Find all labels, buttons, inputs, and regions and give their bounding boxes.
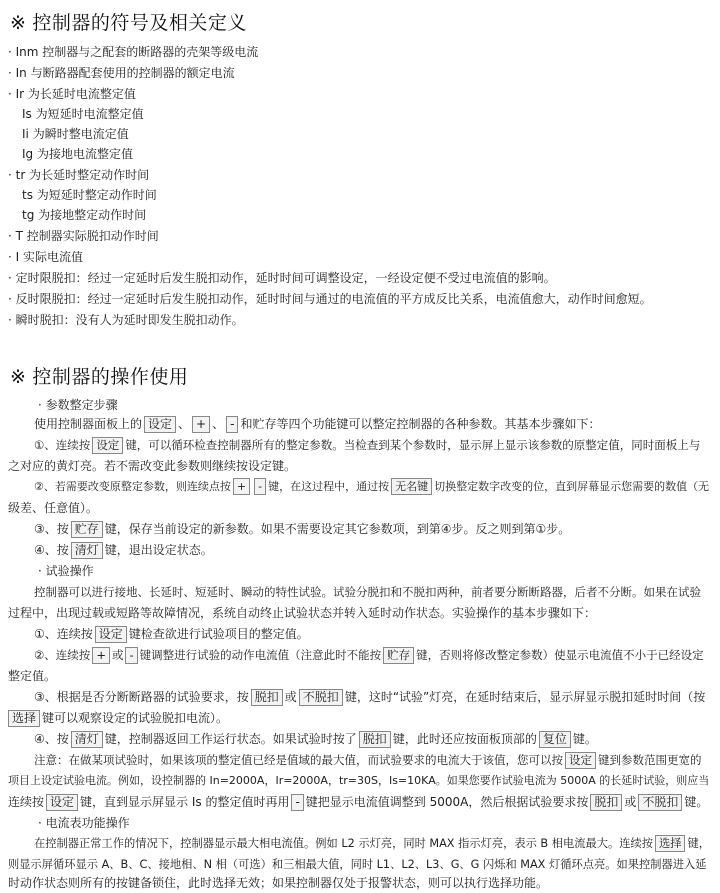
paragraph-continuation: 级差、任意值）。 [8, 501, 99, 515]
minus-key: - [254, 478, 266, 495]
text: 键， [687, 837, 710, 850]
definition-item: · 瞬时脱扣：没有人为延时即发生脱扣动作。 [8, 313, 244, 327]
set-key: 设定 [95, 626, 127, 643]
text: 注意：在做某项试验时，如果该项的整定值已经是值域的最大值，而试验要求的电流大于该值，您可以按 [34, 753, 563, 767]
section-heading-operation [10, 362, 188, 389]
text: ③、根据是否分断断路器的试验要求，按 [34, 690, 249, 704]
plus-key: + [92, 647, 110, 664]
text: 键，在这过程中，通过按 [268, 480, 390, 493]
no-trip-key: 不脱扣 [638, 794, 682, 811]
paragraph [34, 645, 712, 665]
reference-mark-icon: ※ [10, 12, 27, 34]
paragraph-continuation: 则显示屏循环显示 A、B、C、接地相、N 相（可选）和三相最大值，同时 L1、L2、L3、G、G 闪烁和 MAX 灯循环点亮。如果控制器进入延 [8, 858, 707, 871]
trip-key: 脱扣 [359, 731, 391, 748]
definition-item: · tr 为长延时整定动作时间 [8, 168, 150, 182]
paragraph-note [34, 750, 712, 770]
text: ③、按 [34, 522, 69, 536]
text: 键，退出设定状态。 [104, 543, 213, 557]
subheading-parameter-setting: · 参数整定步骤 [38, 398, 118, 412]
subheading-test-operation: · 试验操作 [38, 564, 94, 578]
text: 使用控制器面板上的 [34, 417, 143, 431]
definition-item: · I 实际电流值 [8, 250, 83, 264]
set-key: 设定 [565, 752, 596, 769]
text: 或 [284, 690, 297, 704]
text: 和贮存等四个功能键可以整定控制器的各种参数。其基本步骤如下： [240, 417, 601, 431]
definition-item: Is 为短延时电流整定值 [22, 107, 144, 121]
definition-item: · Ir 为长延时电流整定值 [8, 87, 136, 101]
definition-item: · Inm 控制器与之配套的断路器的壳架等级电流 [8, 45, 259, 59]
reference-mark-icon: ※ [10, 366, 27, 388]
section-heading-definitions [10, 8, 247, 35]
text: 键到参数范围更宽的 [598, 753, 702, 767]
definition-item: Ig 为接地电流整定值 [22, 147, 133, 161]
clear-light-key: 清灯 [71, 542, 103, 559]
no-trip-key: 不脱扣 [299, 689, 343, 706]
text: 键检查欲进行试验项目的整定值。 [128, 627, 309, 641]
paragraph-continuation [8, 792, 712, 812]
text: 键。 [572, 732, 597, 746]
text: ②、连续按 [34, 648, 91, 662]
definition-item: · T 控制器实际脱扣动作时间 [8, 229, 159, 243]
definition-item: tg 为接地整定动作时间 [22, 208, 147, 222]
plus-key: + [233, 478, 250, 495]
text: ④、按 [34, 732, 69, 746]
clear-light-key: 清灯 [71, 731, 103, 748]
text: ④、按 [34, 543, 69, 557]
text: 在控制器正常工作的情况下，控制器显示最大相电流值。例如 L2 示灯亮，同时 MAX 指示灯亮，表示 B 相电流最大。连续按 [34, 837, 653, 850]
paragraph [34, 834, 712, 854]
section-title: 控制器的符号及相关定义 [32, 12, 247, 34]
section-title: 控制器的操作使用 [32, 366, 189, 388]
definition-item: ts 为短延时整定动作时间 [22, 188, 157, 202]
paragraph-continuation: 之对应的黄灯亮。若不需改变此参数则继续按设定键。 [8, 459, 297, 473]
paragraph-continuation: 整定值。 [8, 669, 57, 683]
reset-key: 复位 [539, 731, 571, 748]
text: 键。 [684, 795, 709, 809]
select-key: 选择 [8, 710, 40, 727]
text: 、 [212, 417, 225, 431]
minus-key: - [226, 416, 238, 433]
set-key: 设定 [92, 437, 123, 454]
paragraph [34, 687, 712, 707]
paragraph [34, 624, 712, 644]
text: 键，直到显示屏显示 Is 的整定值时再用 [80, 795, 290, 809]
minus-key: - [291, 794, 303, 811]
set-key: 设定 [46, 794, 78, 811]
paragraph-continuation: 时动作状态则所有的按键备锁住，此时选择无效；如果控制器仅处于报警状态，则可以执行选择功能。 [8, 876, 549, 890]
select-key: 选择 [655, 835, 686, 852]
paragraph-continuation: 过程中，出现过载或短路等故障情况，系统自动终止试验状态并转入延时动作状态。实验操作的基本步骤如下： [8, 606, 597, 620]
unnamed-key: 无名键 [391, 478, 432, 495]
definition-item: Ii 为瞬时整电流定值 [22, 127, 129, 141]
paragraph [34, 519, 712, 539]
paragraph [34, 540, 712, 560]
text: 键，否则将修改整定参数）使显示电流值不小于已经设定 [416, 648, 704, 662]
set-key: 设定 [144, 416, 176, 433]
store-key: 贮存 [383, 647, 414, 664]
plus-key: + [192, 416, 210, 433]
text: 键调整进行试验的动作电流值（注意此时不能按 [139, 648, 382, 662]
text: ②、若需要改变原整定参数，则连续点按 [34, 480, 231, 493]
paragraph [34, 477, 712, 497]
paragraph-continuation: 项目上设定试验电流。例如，设控制器的 In=2000A，Ir=2000A，tr=30S，Is=10KA。如果您要作试验电流为 5000A 的长延时试验，则应当 [8, 774, 710, 787]
text: ①、连续按 [34, 438, 91, 452]
definition-item: · In 与断路器配套使用的控制器的额定电流 [8, 66, 235, 80]
definition-item: · 定时限脱扣：经过一定延时后发生脱扣动作，延时时间可调整设定，一经设定便不受过电流值的影响。 [8, 271, 556, 285]
paragraph-continuation [8, 708, 712, 728]
text: 键，控制器返回工作运行状态。如果试验时按了 [104, 732, 357, 746]
text: 键，可以循环检查控制器所有的整定参数。当检查到某个参数时，显示屏上显示该参数的原整定值，同时面板上与 [125, 438, 701, 452]
paragraph [34, 414, 712, 434]
text: 切换整定数字改变的位，直到屏幕显示您需要的数值（无 [434, 480, 710, 493]
text: 、 [178, 417, 191, 431]
trip-key: 脱扣 [251, 689, 283, 706]
text: 键把显示电流值调整到 5000A，然后根据试验要求按 [305, 795, 589, 809]
text: 键，此时还应按面板顶部的 [392, 732, 537, 746]
text: 或 [624, 795, 637, 809]
text: 或 [111, 648, 124, 662]
trip-key: 脱扣 [590, 794, 622, 811]
store-key: 贮存 [71, 521, 103, 538]
minus-key: - [125, 647, 137, 664]
text: 键，这时“试验”灯亮，在延时结束后，显示屏显示脱扣延时时间（按 [344, 690, 706, 704]
subheading-ammeter: · 电流表功能操作 [38, 816, 130, 830]
paragraph: 控制器可以进行接地、长延时、短延时、瞬动的特性试验。试验分脱扣和不脱扣两种，前者要分断断路器，后者不分断。如果在试验 [34, 585, 701, 599]
text: 连续按 [8, 795, 45, 809]
text: 键可以观察设定的试验脱扣电流）。 [42, 711, 229, 725]
paragraph [34, 435, 712, 455]
paragraph [34, 729, 712, 749]
text: 键，保存当前设定的新参数。如果不需要设定其它参数项，到第④步。反之则到第①步。 [104, 522, 571, 536]
definition-item: · 反时限脱扣：经过一定延时后发生脱扣动作，延时时间与通过的电流值的平方成反比关系，电流值愈大，动作时间愈短。 [8, 292, 652, 306]
text: ①、连续按 [34, 627, 93, 641]
